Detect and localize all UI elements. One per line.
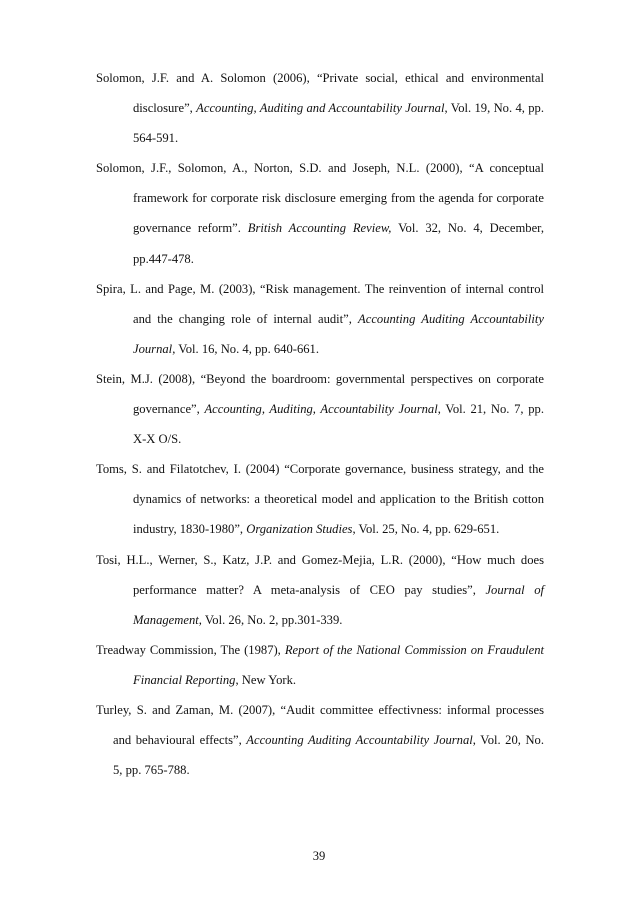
reference-text: Toms, S. and Filatotchev, I. (2004) “Corporate governance, business strategy, and the dynamics of networks: a theoretical model and application to the British cotton industry, 1830-1980”, xyxy=(96,462,544,537)
reference-details: , Vol. 21, No. 7, pp. X-X O/S. xyxy=(133,402,544,447)
reference-entry xyxy=(96,364,544,454)
reference-details: , Vol. 25, No. 4, pp. 629-651. xyxy=(352,522,500,537)
reference-text: Solomon, J.F., Solomon, A., Norton, S.D. and Joseph, N.L. (2000), “A conceptual framework for corporate risk disclosure emerging from the agenda for corporate governance reform”. xyxy=(96,161,544,236)
reference-details: Vol. 26, No. 2, pp.301-339. xyxy=(201,612,343,627)
reference-text: Stein, M.J. (2008), “Beyond the boardroom: governmental perspectives on corporate governance”, xyxy=(96,371,544,417)
reference-journal: Journal of Management, xyxy=(133,582,544,627)
reference-list xyxy=(96,63,544,785)
reference-entry xyxy=(96,545,544,635)
reference-text: Solomon, J.F. and A. Solomon (2006), “Private social, ethical and environmental disclosure”, xyxy=(96,71,544,116)
reference-journal: British Accounting Review, xyxy=(247,221,392,236)
reference-journal: Accounting, Auditing, Accountability Journal xyxy=(204,402,438,417)
reference-journal: Organization Studies xyxy=(246,522,353,537)
reference-journal: Report of the National Commission on Fraudulent Financial Reporting xyxy=(133,642,544,687)
page-number: 39 xyxy=(312,849,326,863)
reference-details: , Vol. 19, No. 4, pp. 564-591. xyxy=(133,101,544,146)
reference-text: Turley, S. and Zaman, M. (2007), “Audit committee effectivness: informal processes and behavioural effects”, xyxy=(96,702,544,748)
reference-text: Tosi, H.L., Werner, S., Katz, J.P. and Gomez-Mejia, L.R. (2000), “How much does performance matter? A meta-analysis of CEO pay studies”, xyxy=(96,552,544,597)
reference-entry xyxy=(96,274,544,364)
reference-details: , Vol. 20, No. 5, pp. 765-788. xyxy=(113,733,544,778)
reference-entry xyxy=(96,454,544,544)
reference-journal: Accounting Auditing Accountability Journal xyxy=(133,311,544,356)
reference-journal: Accounting Auditing Accountability Journal xyxy=(246,733,473,748)
reference-entry xyxy=(96,63,544,153)
reference-text: Spira, L. and Page, M. (2003), “Risk management. The reinvention of internal control and the changing role of internal audit”, xyxy=(96,281,544,326)
reference-details: , New York. xyxy=(235,672,297,687)
reference-details: , Vol. 16, No. 4, pp. 640-661. xyxy=(172,341,320,356)
reference-journal: Accounting, Auditing and Accountability Journal xyxy=(196,101,445,116)
reference-entry xyxy=(96,635,544,695)
reference-entry xyxy=(96,153,544,273)
reference-details: Vol. 32, No. 4, December, pp.447-478. xyxy=(133,221,545,266)
reference-entry xyxy=(96,695,544,785)
reference-text: Treadway Commission, The (1987), xyxy=(96,642,285,657)
